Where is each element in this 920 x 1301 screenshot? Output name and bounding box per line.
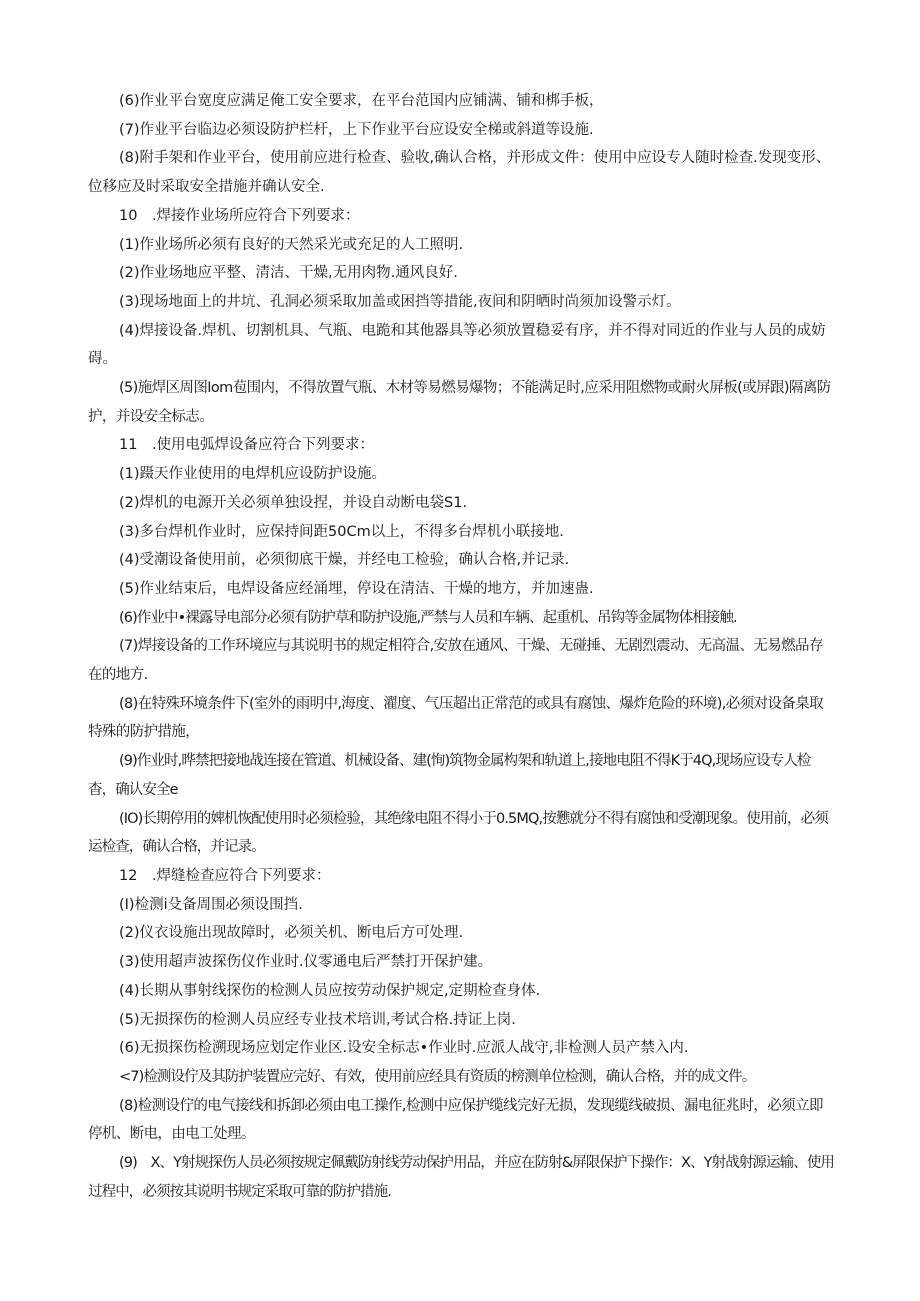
paragraph-platform-railing: (7)作业平台临边必须设防护栏杆，上下作业平台应设安全梯或斜道等设施. — [119, 121, 594, 138]
paragraph-environment: (7)焊接设备的工作环境应与其说明书的规定相符合,安放在通风、干燥、无碰捶、无剧烈震动、无高温、无易燃品存在的地方. — [88, 638, 823, 684]
paragraph-grounding: (9)作业时,晔禁把接地战连接在管道、机械设备、建(恂)筑物金属构架和轨道上,接地电阻不得K于4Q,现场应设专人检杳，确认安全e — [88, 753, 811, 798]
paragraph-electrical-wiring: (8)检测设佇的电气接线和拆卸必须由电工操作,检测中应保护缆线完好无损，发现缆线破损、漏电征兆时，必须立即停机、断电，由电工处理。 — [88, 1097, 823, 1143]
paragraph-special-conditions: (8)在特殊环境条件下(室外的雨明中,海度、濯度、气压超出正常范的或具有腐蚀、爆炸危险的环境),必须对设备臬取特殊的防护措施， — [88, 695, 824, 741]
paragraph-radiation-protection: (9) X、Y射规探伤人员必须按规定佩戴防射线劳动保护用品，并应在防射&屏限保护下操作：X、Y射战射源运输、使用过程中，必须按其说明书规定采取可靠的防护措施. — [88, 1155, 835, 1200]
paragraph-device-inspection: <7)检测设佇及其防护装置应完好、有效，使用前应经具有资质的榜测单位检测，确认合格，并的成文件。 — [119, 1068, 756, 1085]
document-page — [88, 87, 836, 1206]
section-heading-11: 11 .使用电弧焊设备应符合下列要求： — [119, 437, 375, 454]
paragraph-outdoor-protection: (1)蹑天作业使用的电焊机应设防护设施。 — [119, 466, 387, 483]
paragraph-barrier: (I)检测i殳备周围必须设围挡. — [119, 896, 303, 913]
paragraph-health-check: (4)长期从事射线探伤的检测人员应按劳动保护规定,定期检查身体. — [119, 982, 541, 999]
paragraph-work-zone: (6)无损探伤检溯现场应划定作业区.设安全标志•作业时.应派人战守,非检测人员产禁入内. — [119, 1040, 689, 1057]
paragraph-malfunction: (2)仪衣设施出现故障时，必须关机、断电后方可处理. — [119, 925, 464, 942]
paragraph-ultrasonic: (3)使用超声波探伤仪作业时.仪零通电后严禁打开保护建。 — [119, 954, 493, 971]
paragraph-after-work: (5)作业结束后，电焊设备应经涌埋，停设在清洁、干燥的地方，并加速蛊. — [119, 580, 594, 597]
section-heading-10: 10 .焊接作业场所应符合下列要求： — [119, 207, 360, 224]
paragraph-flammables: (5)施焊区周图Iom苞围内，不得放置气瓶、木材等易燃易爆物；不能满足时,应采用阻燃物或耐火屏板(或屏跟)隔离防护，并设安全标志。 — [88, 380, 831, 425]
paragraph-lighting: (1)作业场所必须有良好的天然采光或充足的人工照明. — [119, 236, 464, 253]
paragraph-power-switch: (2)焊机的电源开关必须单独设捏，并设自动断电袋S1. — [119, 494, 468, 511]
paragraph-platform-width: (6)作业平台宽度应满足俺工安全要求，在平台范国内应铺满、铺和梆手板， — [119, 93, 604, 109]
paragraph-platform-inspection: (8)附手架和作业平台，使用前应进行检查、验收,确认合格，并形成文件：使用中应设专人随时检查.发现变形、位移应及时采取安全措施并确认安全. — [88, 150, 831, 196]
paragraph-ground: (2)作业场地应平整、清洁、干燥,无用肉物.通风良好. — [119, 265, 458, 282]
section-heading-12: 12 .焊缝检查应符合下列要求： — [119, 867, 331, 884]
paragraph-training: (5)无损探伤的检测人员应经专业技术培训,考试合格.持证上岗. — [119, 1011, 516, 1028]
paragraph-equipment-placement: (4)焊接设备.焊机、切割机具、气瓶、电跪和其他器具等必须放置稳妥有序，并不得对同近的作业与人员的成妨碍。 — [88, 322, 826, 368]
paragraph-exposed-conductors: (6)作业中•裸露导电部分必须有防护草和防护设施,严禁与人员和车辆、起重机、吊钩等金属物体相接触. — [119, 609, 737, 626]
paragraph-long-term-storage: (IO)长期停用的婢机恢配使用时必须检验，其绝缘电阻不得小于0.5MQ,按戁就分不得有腐蚀和受潮现象。使用前，必须运检查，确认合格，并记录。 — [88, 810, 828, 856]
paragraph-pits: (3)现场地面上的井坑、孔洞必须采取加盖或困挡等措能,夜间和阴晒时尚须加设警示灯。 — [119, 293, 681, 310]
paragraph-spacing: (3)多台焊机作业时，应保持间距50Cm以上，不得多台焊机小联接地. — [119, 523, 564, 540]
paragraph-damp-equipment: (4)受潮设备使用前，必须彻底干燥，并经电工检验，确认合格,并记录. — [119, 552, 570, 569]
